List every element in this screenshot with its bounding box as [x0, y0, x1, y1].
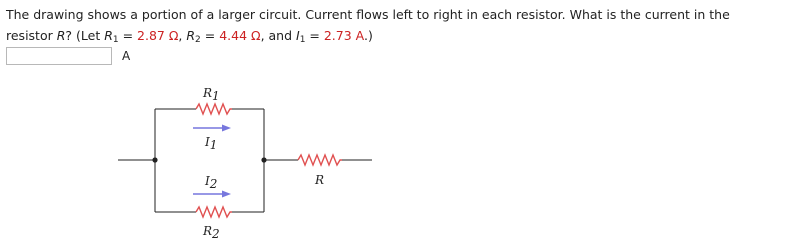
i1-value: 2.73 A: [323, 28, 364, 43]
junction-left: [152, 157, 157, 162]
resistor-r1-zigzag: [196, 104, 232, 114]
label-i1: I1: [205, 135, 218, 152]
label-r: R: [315, 173, 325, 187]
junction-right: [261, 157, 266, 162]
r2-value: 4.44 Ω: [219, 28, 261, 43]
resistor-r-zigzag: [298, 155, 342, 165]
r1-value: 2.87 Ω: [137, 28, 179, 43]
answer-unit: A: [122, 49, 131, 63]
arrow-i1: [193, 125, 231, 132]
label-r2: R2: [203, 224, 220, 241]
resistor-r2-zigzag: [196, 207, 232, 217]
question-text: The drawing shows a portion of a larger circuit. Current flows left to right in each resistor. What is the current in the resistor R? (Let $R_1 = 2.87$ Ω, $R_2 = 4.44$ Ω, and $I_1 = 2.73$ A.): [6, 7, 730, 45]
label-i2: I2: [205, 174, 218, 191]
label-r1: R1: [203, 86, 220, 103]
arrow-i2: [193, 191, 231, 198]
r-symbol: R: [56, 28, 66, 43]
